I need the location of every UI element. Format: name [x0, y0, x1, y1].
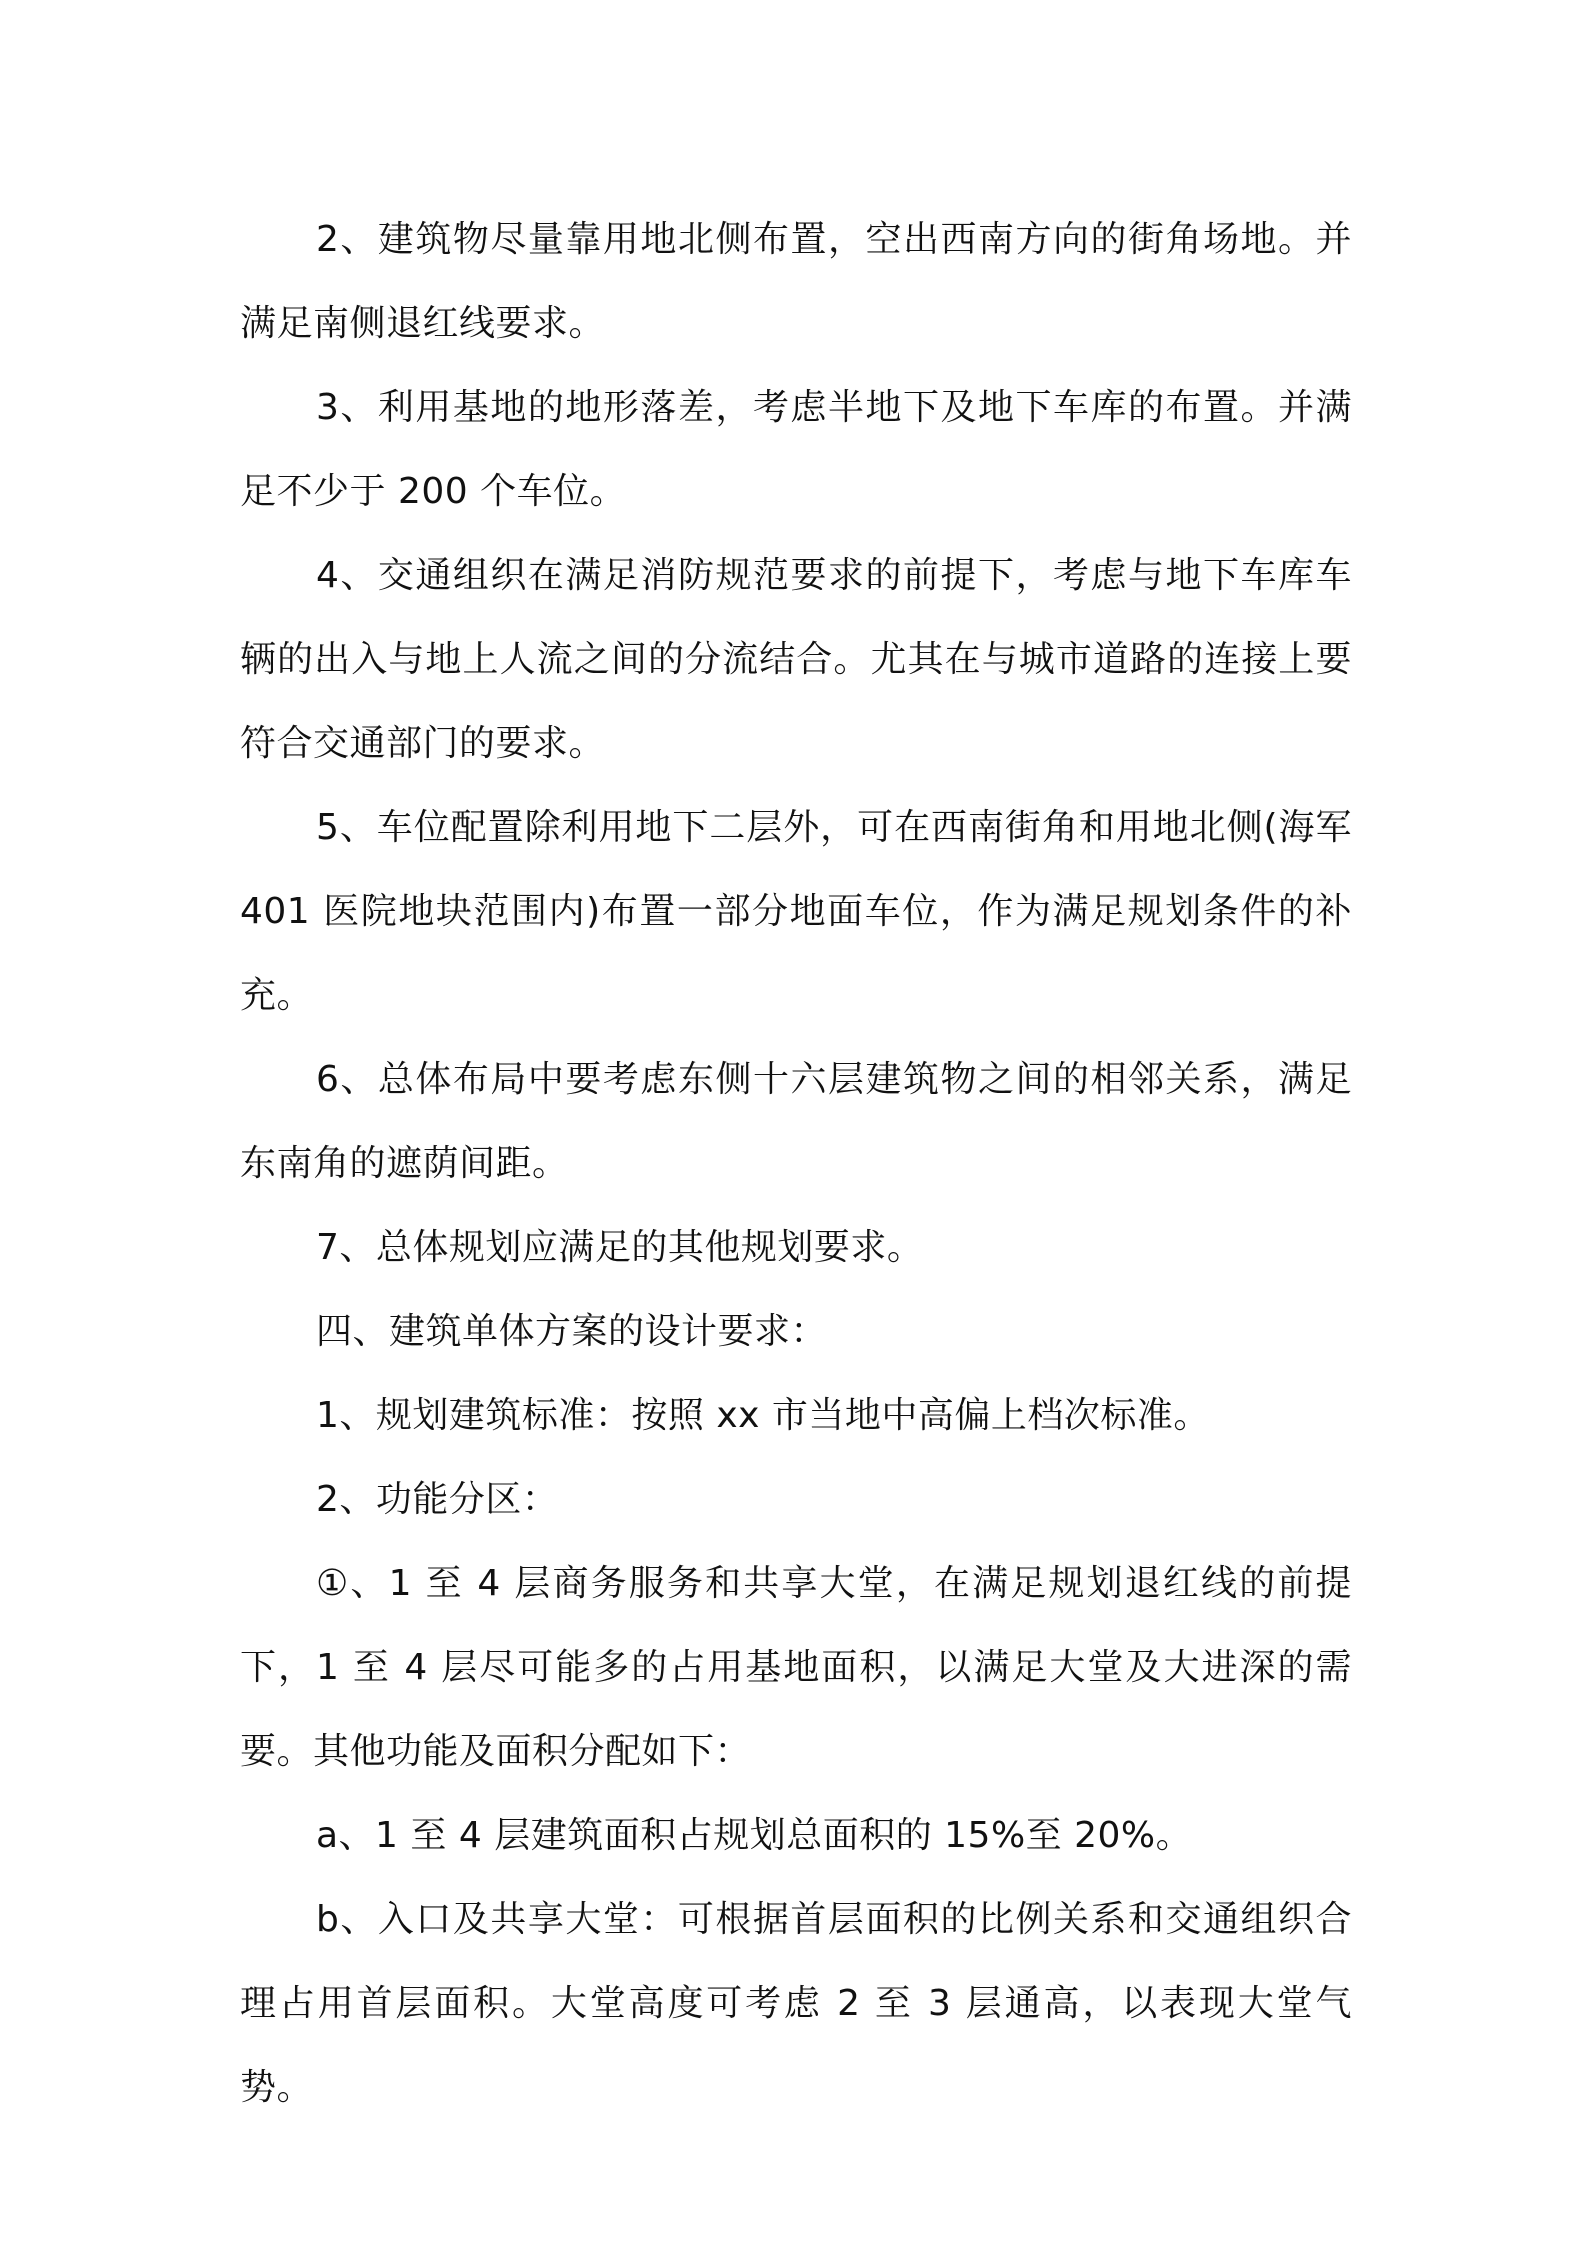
paragraph-traffic-organization: 4、交通组织在满足消防规范要求的前提下，考虑与地下车库车辆的出入与地上人流之间的分流结合。尤其在与城市道路的连接上要符合交通部门的要求。	[240, 555, 1352, 764]
paragraph-parking-allocation: 5、车位配置除利用地下二层外，可在西南街角和用地北侧(海军 401 医院地块范围内)布置一部分地面车位，作为满足规划条件的补充。	[240, 807, 1352, 1016]
paragraph-site-north-layout: 2、建筑物尽量靠用地北侧布置，空出西南方向的街角场地。并满足南侧退红线要求。	[240, 219, 1352, 344]
paragraph-item-a: a、1 至 4 层建筑面积占规划总面积的 15%至 20%。	[316, 1815, 1193, 1856]
paragraph-item-b: b、入口及共享大堂：可根据首层面积的比例关系和交通组织合理占用首层面积。大堂高度可考虑 2 至 3 层通高，以表现大堂气势。	[240, 1899, 1352, 2108]
paragraph-functional-zoning: 2、功能分区：	[316, 1479, 559, 1520]
paragraph-overall-layout: 6、总体布局中要考虑东侧十六层建筑物之间的相邻关系，满足东南角的遮荫间距。	[240, 1059, 1352, 1184]
paragraph-underground-garage: 3、利用基地的地形落差，考虑半地下及地下车库的布置。并满足不少于 200 个车位。	[240, 387, 1352, 512]
section-heading-building-design: 四、建筑单体方案的设计要求：	[316, 1311, 828, 1352]
paragraph-floors-1-4: ①、1 至 4 层商务服务和共享大堂，在满足规划退红线的前提下，1 至 4 层尽可能多的占用基地面积，以满足大堂及大进深的需要。其他功能及面积分配如下：	[240, 1563, 1352, 1772]
document-page	[240, 198, 1352, 2130]
paragraph-other-requirements: 7、总体规划应满足的其他规划要求。	[316, 1227, 924, 1268]
paragraph-building-standard: 1、规划建筑标准：按照 xx 市当地中高偏上档次标准。	[316, 1395, 1210, 1436]
